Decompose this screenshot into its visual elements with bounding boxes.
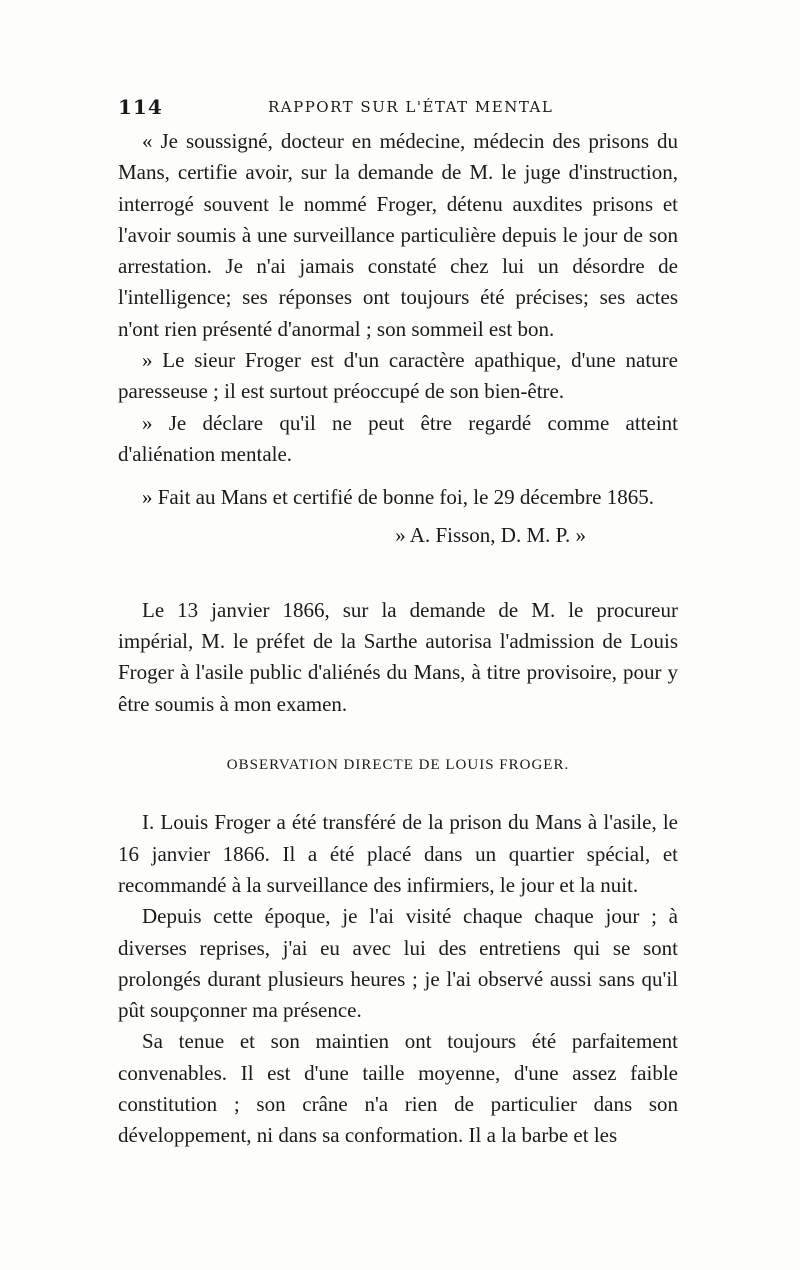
paragraph-dated: » Fait au Mans et certifié de bonne foi, le 29 décembre 1865.	[142, 485, 654, 510]
paragraph-character: » Le sieur Froger est d'un caractère apathique, d'une nature paresseuse ; il est surtout préoccupé de son bien-être.	[118, 348, 678, 404]
page-number: 114	[118, 95, 163, 119]
paragraph-visits: Depuis cette époque, je l'ai visité chaque chaque jour ; à diverses reprises, j'ai eu avec lui des entretiens qui se sont prolongés durant plusieurs heures ; je l'ai observé aussi sans qu'il pût soupçonner ma présence.	[118, 904, 678, 1023]
paragraph-appearance: Sa tenue et son maintien ont toujours été parfaitement convenables. Il est d'une taille moyenne, d'une assez faible constitution ; son crâne n'a rien de particulier dans son développement, ni dans sa conformation. Il a la barbe et les	[118, 1029, 678, 1148]
spacer	[118, 551, 678, 595]
page-body	[118, 126, 678, 1152]
section-title: OBSERVATION DIRECTE DE LOUIS FROGER.	[226, 757, 570, 774]
page-header	[118, 95, 678, 119]
paragraph-admission: Le 13 janvier 1866, sur la demande de M. le procureur impérial, M. le préfet de la Sarthe autorisa l'admission de Louis Froger à l'asile public d'aliénés du Mans, à titre provisoire, pour y être soumis à mon examen.	[118, 597, 678, 716]
signature-line: » A. Fisson, D. M. P. »	[395, 522, 586, 547]
paragraph-transfer: I. Louis Froger a été transféré de la prison du Mans à l'asile, le 16 janvier 1866. Il a été placé dans un quartier spécial, et recommandé à la surveillance des infirmiers, le jour et la nuit.	[118, 810, 678, 897]
paragraph-certificate: « Je soussigné, docteur en médecine, médecin des prisons du Mans, certifie avoir, sur la demande de M. le juge d'instruction, interrogé souvent le nommé Froger, détenu auxdites prisons et l'avoir soumis à une surveillance particulière depuis le jour de son arrestation. Je n'ai jamais constaté chez lui un désordre de l'intelligence; ses réponses ont toujours été précises; ses actes n'ont rien présenté d'anormal ; son sommeil est bon.	[118, 129, 678, 341]
paragraph-declaration: » Je déclare qu'il ne peut être regardé comme atteint d'aliénation mentale.	[118, 410, 678, 466]
running-head: RAPPORT SUR L'ÉTAT MENTAL	[268, 98, 554, 116]
